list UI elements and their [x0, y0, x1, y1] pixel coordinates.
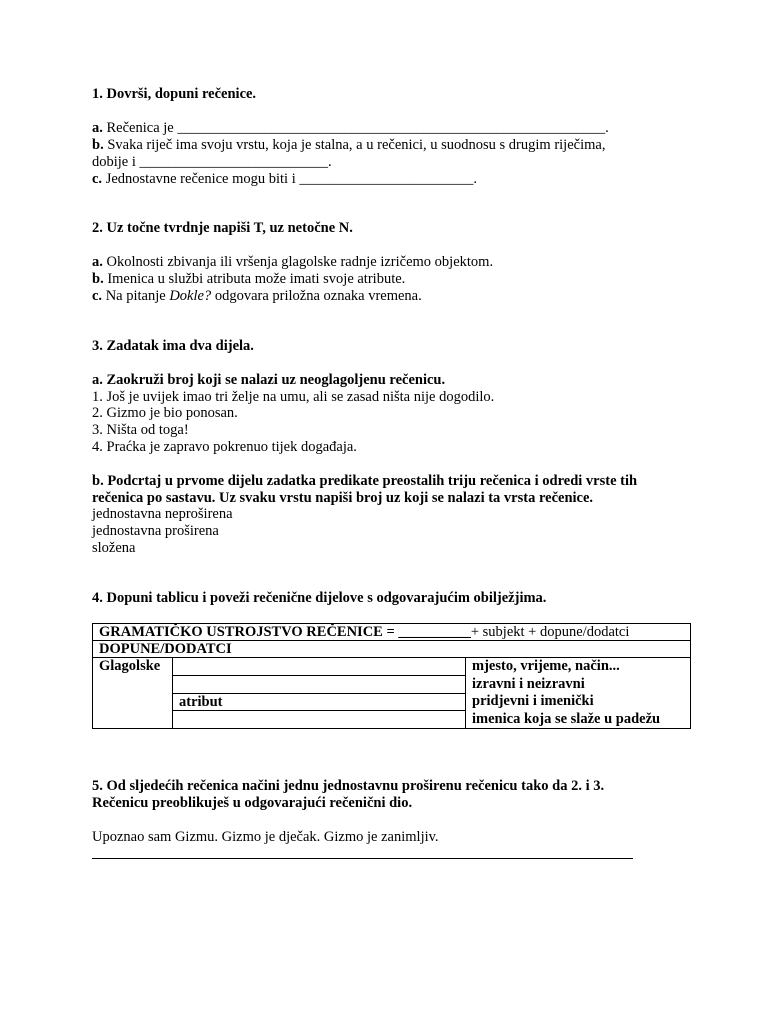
table-title-bold: GRAMATIČKO USTROJSTVO REČENICE = __________	[99, 624, 471, 640]
q1-item-b	[92, 137, 605, 154]
q2-heading: 2. Uz točne tvrdnje napiši T, uz netočne N.	[92, 220, 353, 236]
table-row-label: Glagolske	[93, 658, 173, 729]
q2-item-b	[92, 271, 405, 288]
table-title-cell	[93, 624, 691, 641]
q2-b-text: Imenica u službi atributa može imati svoje atribute.	[103, 271, 406, 287]
feature-2: izravni i neizravni	[472, 675, 585, 692]
q1-a-letter: a.	[92, 120, 103, 136]
feature-3: pridjevni i imenički	[472, 693, 594, 709]
q1-a-text: Rečenica je ___________________________________________________________.	[102, 120, 609, 136]
q2-c-post: odgovara priložna oznaka vremena.	[211, 288, 422, 304]
q3-sentence-4: 4. Praćka je zapravo pokrenuo tijek događaja.	[92, 439, 357, 455]
table-atribut-cell: atribut	[173, 693, 466, 711]
q2-b-letter: b.	[92, 271, 104, 287]
answer-line[interactable]	[92, 858, 633, 859]
q2-c-pre: Na pitanje	[102, 288, 170, 304]
q2-item-a	[92, 254, 493, 271]
q3-type-2: jednostavna proširena	[92, 523, 219, 539]
q3-type-3: složena	[92, 540, 136, 556]
q5-heading-line1: 5. Od sljedećih rečenica načini jednu jednostavnu proširenu rečenicu tako da 2. i 3.	[92, 778, 605, 794]
q3-b-heading-line1: b. Podcrtaj u prvome dijelu zadatka predikate preostalih triju rečenica i odredi vrste tih	[92, 473, 638, 489]
table-blank-cell[interactable]	[173, 711, 466, 729]
q2-c-letter: c.	[92, 288, 103, 304]
table-blank-cell[interactable]	[173, 675, 466, 693]
q3-sentence-1: 1. Još je uvijek imao tri želje na umu, ali se zasad ništa nije dogodilo.	[92, 389, 495, 405]
table-blank-cell[interactable]	[173, 658, 466, 676]
table-title-rest: + subjekt + dopune/dodatci	[470, 624, 630, 640]
q1-item-a	[92, 120, 609, 137]
q2-a-text: Okolnosti zbivanja ili vršenja glagolske radnje izričemo objektom.	[102, 254, 494, 270]
q3-heading: 3. Zadatak ima dva dijela.	[92, 338, 254, 354]
q3-b-heading-line2: rečenica po sastavu. Uz svaku vrstu napiši broj uz koji se nalazi ta vrsta rečenice.	[92, 490, 594, 506]
q1-c-text: Jednostavne rečenice mogu biti i ________________________.	[102, 171, 477, 187]
q1-c-letter: c.	[92, 171, 103, 187]
q3-sentence-3: 3. Ništa od toga!	[92, 422, 189, 438]
q1-b-letter: b.	[92, 137, 104, 153]
q5-heading-line2: Rečenicu preoblikuješ u odgovarajući rečenični dio.	[92, 795, 413, 811]
feature-4: imenica koja se slaže u padežu	[472, 710, 661, 727]
q1-heading: 1. Dovrši, dopuni rečenice.	[92, 86, 257, 102]
feature-1: mjesto, vrijeme, način...	[472, 658, 620, 674]
q1-b-text: Svaka riječ ima svoju vrstu, koja je stalna, a u rečenici, u suodnosu s drugim riječima,	[103, 137, 606, 153]
q2-c-italic: Dokle?	[169, 288, 212, 304]
q2-item-c	[92, 288, 422, 305]
table-subheading: DOPUNE/DODATCI	[93, 641, 691, 658]
q3-type-1: jednostavna neproširena	[92, 506, 233, 522]
q3-a-heading: a. Zaokruži broj koji se nalazi uz neoglagoljenu rečenicu.	[92, 372, 446, 388]
grammar-table	[92, 623, 691, 729]
table-features-cell	[466, 658, 691, 729]
q3-sentence-2: 2. Gizmo je bio ponosan.	[92, 405, 238, 421]
q1-item-b-continued: dobije i __________________________.	[92, 154, 332, 170]
q5-sentence: Upoznao sam Gizmu. Gizmo je dječak. Gizmo je zanimljiv.	[92, 829, 439, 845]
q2-a-letter: a.	[92, 254, 103, 270]
q1-item-c	[92, 171, 477, 188]
q4-heading: 4. Dopuni tablicu i poveži rečenične dijelove s odgovarajućim obilježjima.	[92, 590, 547, 606]
